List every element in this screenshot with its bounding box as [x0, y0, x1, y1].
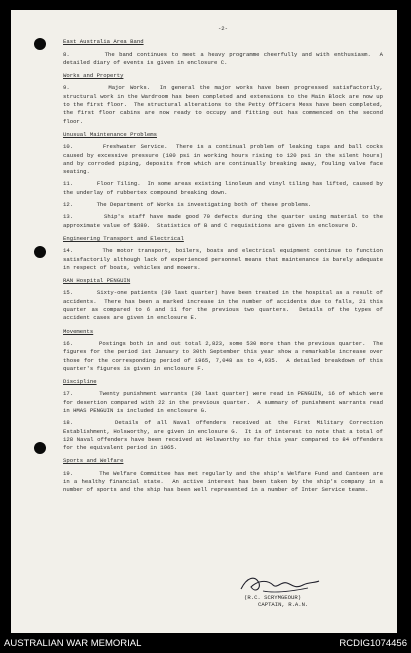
- paragraph: 13. Ship's staff have made good 70 defects during the quarter using material to the approximate value of $380. Statistics of B and C requisitions are given in enclosure D.: [63, 213, 387, 229]
- punch-hole: [34, 246, 46, 258]
- footer-archive-name: AUSTRALIAN WAR MEMORIAL: [4, 638, 142, 649]
- section-heading: Sports and Welfare: [63, 457, 124, 465]
- section-heading: Discipline: [63, 378, 97, 386]
- paragraph: 11. Floor Tiling. In some areas existing linoleum and vinyl tiling has lifted, caused by the underlay of rubbertex compound breaking down.: [63, 180, 387, 196]
- paragraph: 16. Postings both in and out total 2,823, some 530 more than the previous quarter. The figures for the period 1st January to 30th September this year show a remarkable increase over those for the corresponding period of 1965, 7,048 as to 4,935. A detailed breakdown of this quarter's figures is given in enclosure F.: [63, 339, 387, 372]
- signatory-rank: CAPTAIN, R.A.N.: [258, 601, 309, 608]
- paragraph: 18. Details of all Naval offenders received at the First Military Correction Establishment, Holsworthy, are given in enclosure G. It is of interest to note that a total of 128 Naval offenders have been received at Holsworthy so far this year compared to 84 offenders for the equivalent period in 1965.: [63, 419, 387, 452]
- paragraph: 14. The motor transport, boilers, boats and electrical equipment continue to function satisfactorily although lack of experienced personnel means that maintenance is barely adequate in respect of boats, vehicles and mowers.: [63, 247, 387, 271]
- section-heading: Works and Property: [63, 72, 124, 80]
- paragraph: 9. Major Works. In general the major works have been progressed satisfactorily, structural work in the Wardroom has been completed and extensions to the Main Block are now up to the first floor. The structural alterations to the Petty Officers Mess have been completed, the first floor cabins are now ready to occupy and fitting out has commenced on the second floor.: [63, 84, 387, 125]
- document-page: [11, 10, 397, 633]
- section-heading: Movements: [63, 327, 94, 335]
- section-heading: Unusual Maintenance Problems: [63, 130, 157, 138]
- signature-block: [236, 594, 356, 608]
- paragraph: 15. Sixty-one patients (39 last quarter) have been treated in the hospital as a result of accidents. There has been a marked increase in the number of accidents due to falls, 21 this quarter as compared to 6 and 11 for the previous two quarters. Details of the types of accident cases are given in enclosure E.: [63, 289, 387, 322]
- section-heading: RAN Hospital PENGUIN: [63, 277, 131, 285]
- page-number: -2-: [217, 25, 229, 32]
- footer-record-id: RCDIG1074456: [339, 638, 407, 649]
- paragraph: 17. Twenty punishment warrants (30 last quarter) were read in PENGUIN, 16 of which were for desertion compared with 22 in the previous quarter. A summary of punishment warrants read in HMAS PENGUIN is included in enclosure G.: [63, 390, 387, 414]
- section-heading: Engineering Transport and Electrical: [63, 234, 184, 242]
- paragraph: 12. The Department of Works is investigating both of these problems.: [63, 201, 312, 209]
- section-heading: East Australia Area Band: [63, 38, 144, 46]
- punch-hole: [34, 442, 46, 454]
- archive-footer: [0, 634, 411, 653]
- punch-hole: [34, 38, 46, 50]
- paragraph: 10. Freshwater Service. There is a continual problem of leaking taps and ball cocks caused by excessive pressure (100 psi in working hours rising to 120 psi in the silent hours) and by corroded piping, deposits from which are continually breaking away, fouling valve face seating.: [63, 143, 387, 176]
- signatory-name: (R.C. SCRYMGEOUR): [244, 594, 302, 601]
- document-body: [63, 25, 387, 499]
- paragraph: 19. The Welfare Committee has met regularly and the ship's Welfare Fund and Canteen are in a healthy financial state. An active interest has been taken by the ship's company in a number of sports and the ship has been well represented in a number of Inter Service teams.: [63, 469, 387, 494]
- paragraph: 8. The band continues to meet a heavy programme cheerfully and with enthusiasm. A detailed diary of events is given in enclosure C.: [63, 50, 387, 66]
